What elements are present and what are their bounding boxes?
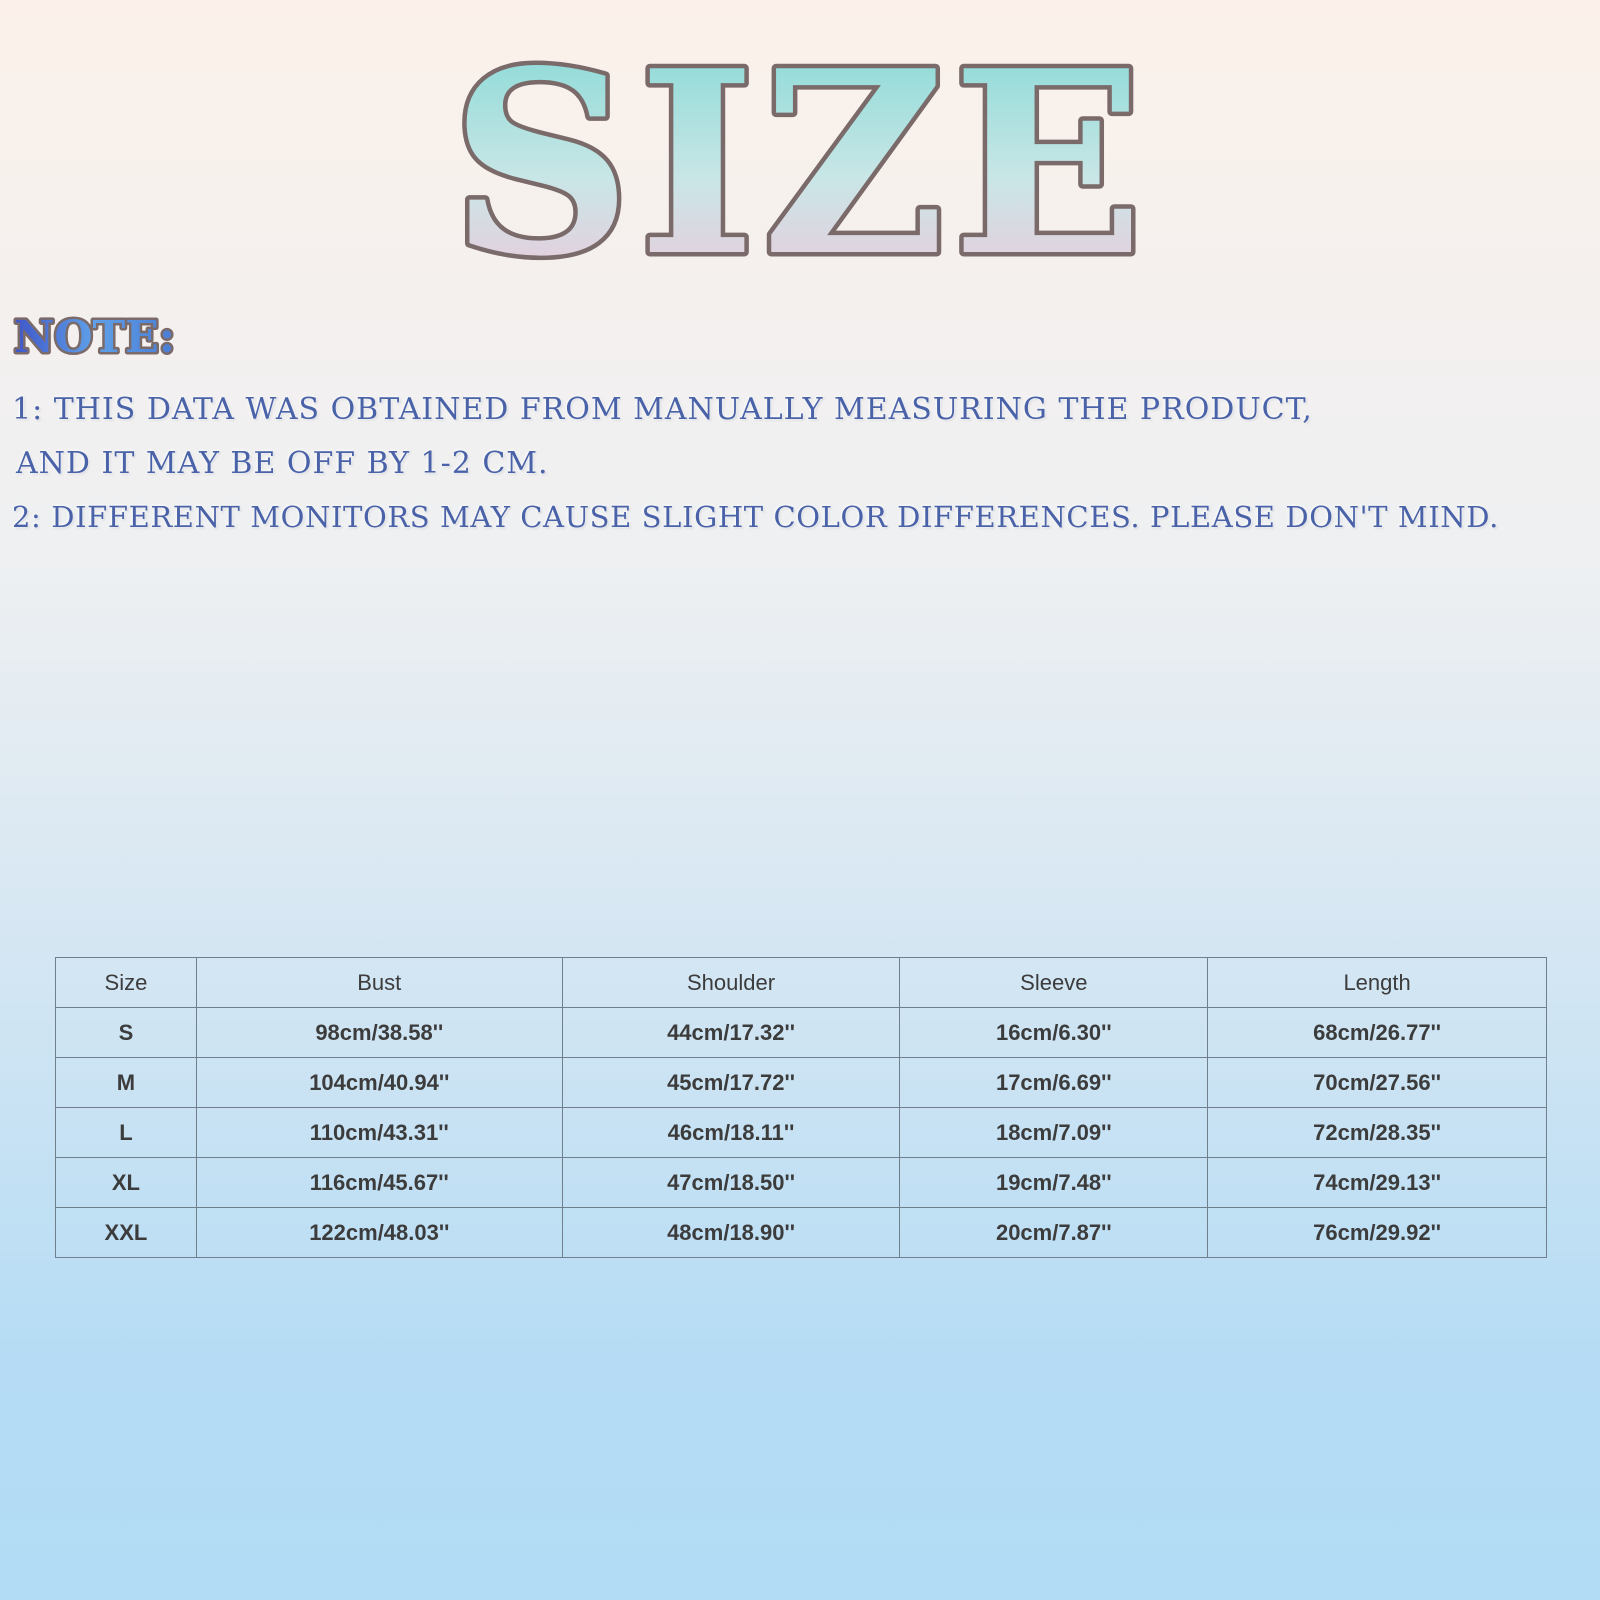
- cell-length: 68cm/26.77'': [1208, 1008, 1547, 1058]
- cell-length: 72cm/28.35'': [1208, 1108, 1547, 1158]
- cell-size: XL: [56, 1158, 197, 1208]
- note-line-2: AND IT MAY BE OFF BY 1-2 CM.: [16, 446, 549, 481]
- cell-size: M: [56, 1058, 197, 1108]
- header-bust: Bust: [196, 958, 562, 1008]
- table-row: [56, 1158, 1547, 1208]
- table-row: [56, 1058, 1547, 1108]
- cell-bust: 104cm/40.94'': [196, 1058, 562, 1108]
- cell-size: XXL: [56, 1208, 197, 1258]
- cell-sleeve: 20cm/7.87'': [900, 1208, 1208, 1258]
- cell-shoulder: 44cm/17.32'': [562, 1008, 900, 1058]
- cell-shoulder: 46cm/18.11'': [562, 1108, 900, 1158]
- cell-bust: 98cm/38.58'': [196, 1008, 562, 1058]
- cell-length: 74cm/29.13'': [1208, 1158, 1547, 1208]
- cell-shoulder: 48cm/18.90'': [562, 1208, 900, 1258]
- cell-bust: 110cm/43.31'': [196, 1108, 562, 1158]
- cell-sleeve: 16cm/6.30'': [900, 1008, 1208, 1058]
- note-line-1: 1: THIS DATA WAS OBTAINED FROM MANUALLY MEASURING THE PRODUCT,: [12, 392, 1313, 427]
- note-label: [12, 300, 182, 370]
- cell-sleeve: 18cm/7.09'': [900, 1108, 1208, 1158]
- header-size: Size: [56, 958, 197, 1008]
- cell-size: S: [56, 1008, 197, 1058]
- table-row: [56, 1008, 1547, 1058]
- cell-bust: 122cm/48.03'': [196, 1208, 562, 1258]
- table-row: [56, 1208, 1547, 1258]
- cell-size: L: [56, 1108, 197, 1158]
- table-header-row: [56, 958, 1547, 1008]
- cell-sleeve: 17cm/6.69'': [900, 1058, 1208, 1108]
- header-sleeve: Sleeve: [900, 958, 1208, 1008]
- size-title: [0, 30, 1600, 280]
- size-chart-table: [55, 957, 1547, 1258]
- cell-length: 70cm/27.56'': [1208, 1058, 1547, 1108]
- header-length: Length: [1208, 958, 1547, 1008]
- cell-shoulder: 45cm/17.72'': [562, 1058, 900, 1108]
- cell-bust: 116cm/45.67'': [196, 1158, 562, 1208]
- title-text: SIZE: [450, 30, 1150, 280]
- table-row: [56, 1108, 1547, 1158]
- header-shoulder: Shoulder: [562, 958, 900, 1008]
- note-line-3: 2: DIFFERENT MONITORS MAY CAUSE SLIGHT COLOR DIFFERENCES. PLEASE DON'T MIND.: [12, 500, 1499, 534]
- cell-sleeve: 19cm/7.48'': [900, 1158, 1208, 1208]
- cell-length: 76cm/29.92'': [1208, 1208, 1547, 1258]
- cell-shoulder: 47cm/18.50'': [562, 1158, 900, 1208]
- note-label-text: NOTE:: [14, 312, 176, 363]
